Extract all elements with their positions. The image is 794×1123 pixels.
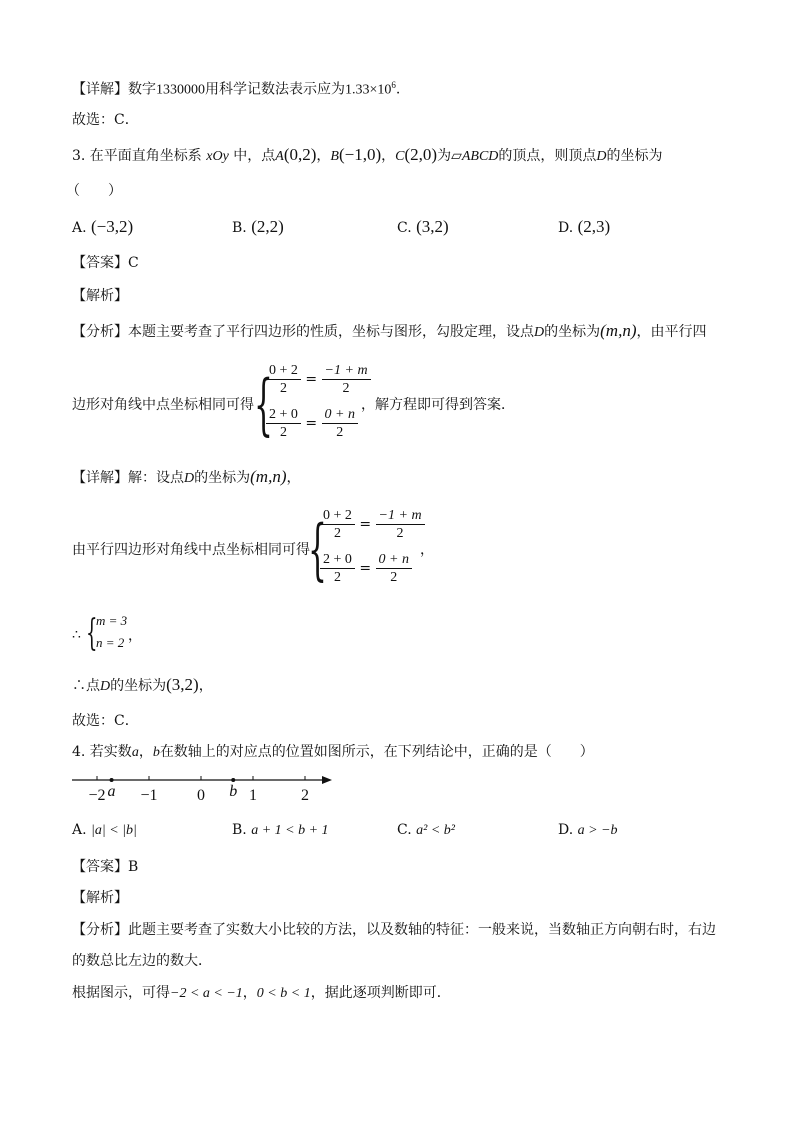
therefore-symbol: ∴ — [72, 627, 81, 643]
fraction-den: 2 — [396, 526, 404, 541]
q4-answer — [72, 857, 138, 877]
fraction-den: 2 — [390, 570, 398, 585]
q2-choice-line: 故选：C． — [72, 112, 139, 128]
mn-coord: (m,n) — [250, 467, 287, 486]
option-label: B. — [232, 822, 247, 838]
q3-choice-line: 故选：C． — [72, 713, 139, 729]
option-label: C. — [397, 822, 412, 838]
number-line-tick-label: −2 — [88, 787, 106, 804]
detail-text: ∴点 — [72, 678, 100, 694]
sci-notation-base: 1.33×10 — [345, 82, 392, 98]
q4-option-d — [558, 820, 618, 841]
equals-sign: = — [359, 560, 372, 577]
fraction — [376, 507, 425, 542]
abcd-label: ABCD — [461, 149, 499, 164]
point-d: D — [596, 149, 607, 164]
fraction — [266, 406, 301, 441]
point-b: B — [330, 149, 339, 164]
fraction-den: 2 — [342, 381, 350, 396]
q3-blank: （ ） — [66, 183, 122, 199]
q3-detail-line-2-tail: ， — [420, 542, 434, 558]
option-label: B. — [232, 220, 247, 236]
number-line-tick-label: −1 — [140, 787, 158, 804]
solution-n: n = 2 — [96, 635, 125, 650]
brace-icon: { — [308, 511, 327, 588]
answer-label: 【答案】 — [72, 255, 128, 271]
fraction — [376, 551, 412, 586]
q4-stem-text: 4. 若实数 — [72, 744, 132, 760]
analysis-text: 根据图示，可得 — [72, 985, 170, 1001]
answer-value: C — [128, 255, 139, 271]
parallelogram-icon: ▱ — [451, 148, 462, 164]
range-a: −2 < a < −1 — [170, 986, 243, 1001]
q4-analysis-line-3 — [72, 983, 451, 1004]
detail-text: 用科学记数法表示应为 — [205, 81, 345, 98]
fraction-num: 0 + n — [376, 551, 412, 569]
q3-stem-text: 3. 在平面直角坐标系 — [72, 148, 202, 164]
fraction-den: 2 — [279, 381, 287, 396]
q4-analysis-line-1: 【分析】此题主要考查了实数大小比较的方法，以及数轴的特征：一般来说，当数轴正方向朝右时，右边 — [72, 922, 716, 938]
point-a-coord: (0,2) — [283, 145, 317, 164]
q4-analysis-label: 【解析】 — [72, 890, 128, 906]
equation-2 — [266, 406, 358, 441]
answer-label: 【答案】 — [72, 859, 128, 875]
fraction-num: 0 + n — [322, 406, 358, 424]
answer-value: B — [128, 859, 139, 875]
fraction-den: 2 — [336, 425, 344, 440]
q3-detail-line-2-text: 由平行四边形对角线中点坐标相同可得 — [72, 542, 310, 558]
detail-text: 的坐标为 — [194, 470, 251, 486]
equals-sign: = — [305, 415, 318, 432]
fraction-den: 2 — [333, 570, 341, 585]
option-label: A. — [72, 822, 87, 838]
fraction-den: 2 — [333, 526, 341, 541]
number-line-point-b — [231, 778, 235, 782]
analysis-text: 的坐标为 — [544, 324, 601, 340]
option-label: D. — [558, 822, 574, 838]
q3-analysis-line-2-text: 边形对角线中点坐标相同可得 — [72, 397, 254, 413]
number-line-tick-label: 2 — [301, 787, 309, 804]
fraction — [322, 406, 358, 441]
mn-coord: (m,n) — [600, 321, 637, 340]
q3-option-d — [558, 217, 610, 238]
fraction-num: 0 + 2 — [266, 362, 301, 380]
option-value: (3,2) — [416, 217, 449, 236]
q3-stem-text: 的顶点，则顶点 — [498, 148, 597, 164]
fraction-num: −1 + m — [376, 507, 425, 525]
range-b: 0 < b < 1 — [256, 986, 311, 1001]
q3-stem-line: 3. 在平面直角坐标系 xOy 中，点A(0,2)，B(−1,0)，C(2,0)为▱ABCD的顶点，则顶点D的坐标为 — [72, 145, 663, 164]
sci-notation-exp: 6 — [391, 80, 396, 90]
point-a: A — [275, 149, 284, 164]
number-line — [70, 772, 340, 812]
q4-stem-text: 在数轴上的对应点的位置如图所示，在下列结论中，正确的是（ ） — [159, 744, 594, 760]
analysis-text: ，由平行四 — [636, 324, 707, 340]
number-line-tick-label: 1 — [249, 787, 257, 804]
q3-detail-line-1 — [72, 467, 300, 489]
fraction — [320, 551, 355, 586]
option-value: a + 1 < b + 1 — [251, 823, 329, 838]
option-label: D. — [558, 220, 574, 236]
detail-text: ， — [286, 470, 301, 486]
q4-option-c — [397, 820, 455, 841]
option-value: a > −b — [577, 823, 618, 838]
q4-analysis-line-2: 的数总比左边的数大． — [72, 953, 212, 969]
var-a: a — [131, 745, 139, 760]
number-line-tick-label: 0 — [197, 787, 205, 804]
separator: ， — [138, 744, 153, 760]
point-d: D — [534, 325, 545, 340]
q3-analysis-line-2-tail: ，解方程即可得到答案． — [361, 397, 515, 413]
option-value: (2,3) — [577, 217, 611, 236]
q3-stem-text: 中，点 — [233, 148, 276, 164]
q3-stem-text: 的坐标为 — [606, 148, 663, 164]
detail-text: ， — [198, 678, 213, 694]
equation-2 — [320, 551, 412, 586]
equals-sign: = — [359, 516, 372, 533]
q3-option-c — [397, 217, 449, 238]
xoy-label: xOy — [206, 149, 229, 164]
detail-text: 的坐标为 — [110, 678, 167, 694]
q2-detail-line — [72, 75, 400, 101]
arrow-right-icon — [322, 776, 332, 784]
detail-label: 【详解】数字 — [72, 81, 156, 98]
option-value: (−3,2) — [91, 217, 134, 236]
point-d: D — [100, 679, 111, 694]
point-d-coord: (3,2) — [166, 675, 199, 694]
solution-comma: ， — [128, 628, 142, 644]
fraction — [320, 507, 355, 542]
fraction — [322, 362, 371, 397]
q4-option-a — [72, 820, 137, 841]
q4-option-b — [232, 820, 329, 841]
analysis-text: ， — [242, 985, 257, 1001]
q3-answer — [72, 253, 139, 273]
fraction-num: 2 + 0 — [266, 406, 301, 424]
number-line-point-b-label: b — [229, 783, 238, 800]
fraction-num: 0 + 2 — [320, 507, 355, 525]
q3-point-d-line — [72, 675, 213, 697]
analysis-text: ，据此逐项判断即可． — [310, 985, 451, 1001]
q3-stem-text: 为 — [437, 148, 452, 164]
q3-option-b — [232, 217, 284, 238]
analysis-text: 【分析】本题主要考查了平行四边形的性质，坐标与图形，勾股定理，设点 — [72, 324, 534, 340]
q3-analysis-label: 【解析】 — [72, 288, 128, 304]
q4-stem-line — [72, 742, 594, 763]
period: . — [395, 81, 401, 98]
option-value: |a| < |b| — [91, 823, 137, 838]
equals-sign: = — [305, 371, 318, 388]
number-value: 1330000 — [156, 82, 205, 98]
fraction-num: 2 + 0 — [320, 551, 355, 569]
q3-analysis-line-1 — [72, 321, 706, 343]
equation-1 — [320, 507, 425, 542]
brace-icon: { — [86, 613, 98, 654]
point-b-coord: (−1,0) — [338, 145, 382, 164]
brace-icon: { — [254, 366, 273, 443]
fraction-den: 2 — [279, 425, 287, 440]
option-value: a² < b² — [416, 823, 455, 838]
var-b: b — [152, 745, 160, 760]
point-c: C — [395, 149, 405, 164]
number-line-point-a-label: a — [107, 783, 116, 800]
number-line-point-a — [110, 778, 114, 782]
point-c-coord: (2,0) — [404, 145, 438, 164]
fraction-num: −1 + m — [322, 362, 371, 380]
point-d: D — [184, 471, 195, 486]
option-label: C. — [397, 220, 412, 236]
option-label: A. — [72, 220, 87, 236]
q3-option-a — [72, 217, 133, 238]
detail-text: 【详解】解：设点 — [72, 470, 184, 486]
fraction — [266, 362, 301, 397]
equation-1 — [266, 362, 371, 397]
option-value: (2,2) — [251, 217, 284, 236]
solution-m: m = 3 — [96, 613, 128, 628]
